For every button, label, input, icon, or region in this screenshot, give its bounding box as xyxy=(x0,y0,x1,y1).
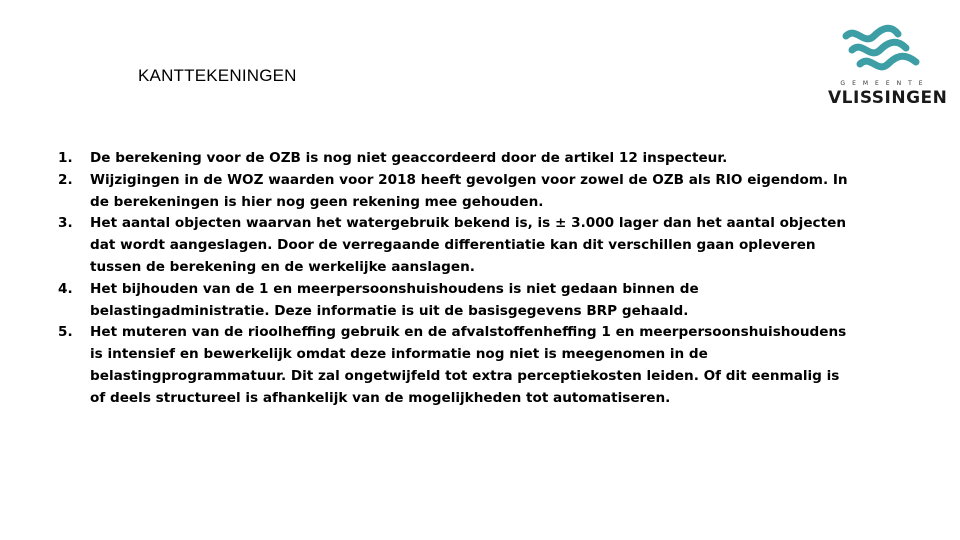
list-item-text: Het muteren van de rioolheffing gebruik en de afvalstoffenheffing 1 en meerpersoonshuishoudens is intensief en bewerkelijk omdat deze informatie nog niet is meegenomen in de belastingprogrammatuur. Dit zal ongetwijfeld tot extra perceptiekosten leiden. Of dit eenmalig is of deels structureel is afhankelijk van de mogelijkheden tot automatiseren. xyxy=(90,324,847,406)
remarks-list xyxy=(58,148,858,410)
gemeente-vlissingen-logo xyxy=(816,14,946,114)
list-item-number: 2. xyxy=(58,171,73,188)
list-item xyxy=(58,279,858,323)
list-item-number: 1. xyxy=(58,150,73,166)
logo-subtitle: GEMEENTE xyxy=(840,80,930,87)
list-item xyxy=(58,170,858,214)
list-item-text: Wijzigingen in de WOZ waarden voor 2018 heeft gevolgen voor zowel de OZB als RIO eigendom. In de berekeningen is hier nog geen rekening mee gehouden. xyxy=(90,171,848,210)
list-item xyxy=(58,213,858,278)
list-item-text: Het aantal objecten waarvan het watergebruik bekend is, is ± 3.000 lager dan het aantal objecten dat wordt aangeslagen. Door de verregaande differentiatie kan dit verschillen gaan opleveren tussen de berekening en de werkelijke aanslagen. xyxy=(90,215,846,275)
list-item-number: 3. xyxy=(58,215,73,232)
logo-wordmark: VLISSINGEN xyxy=(828,88,948,108)
slide-title: KANTTEKENINGEN xyxy=(138,66,297,85)
list-item-text: Het bijhouden van de 1 en meerpersoonshuishoudens is niet gedaan binnen de belastingadministratie. Deze informatie is uit de basisgegevens BRP gehaald. xyxy=(90,280,699,319)
list-item xyxy=(58,322,858,409)
list-item-text: De berekening voor de OZB is nog niet geaccordeerd door de artikel 12 inspecteur. xyxy=(90,150,728,166)
list-item xyxy=(58,148,858,170)
list-item-number: 5. xyxy=(58,324,73,341)
list-item-number: 4. xyxy=(58,280,73,297)
wave-emblem-icon xyxy=(838,22,924,78)
